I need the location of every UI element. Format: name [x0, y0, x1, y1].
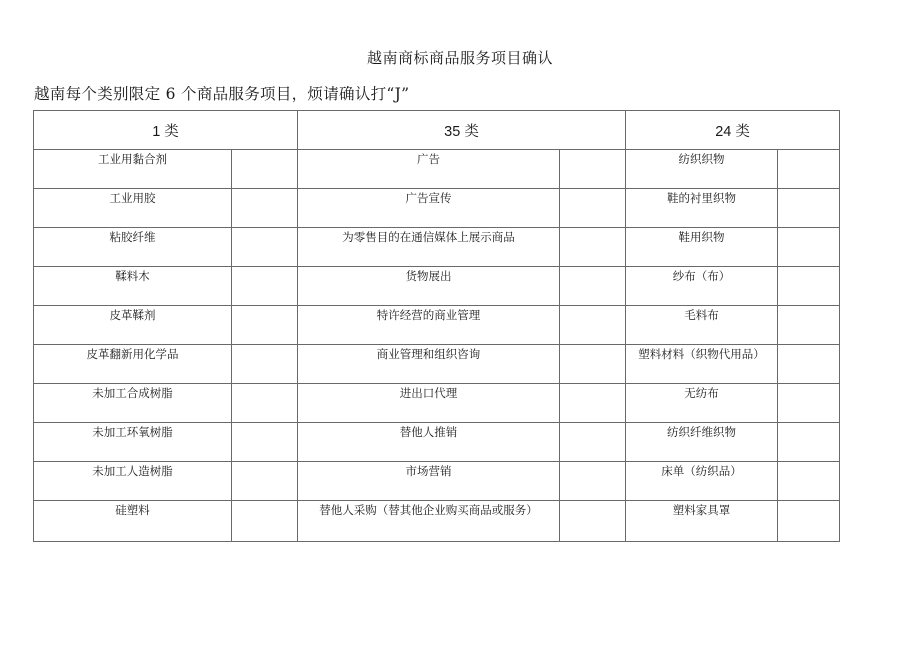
confirm-checkbox-cell[interactable] — [232, 345, 298, 384]
table-header-row — [34, 111, 840, 150]
class-1-item: 未加工环氧树脂 — [34, 423, 232, 462]
class-24-item: 塑料材料（织物代用品） — [626, 345, 778, 384]
confirm-checkbox-cell[interactable] — [778, 384, 840, 423]
class-24-item: 毛料布 — [626, 306, 778, 345]
confirm-checkbox-cell[interactable] — [778, 462, 840, 501]
confirm-checkbox-cell[interactable] — [560, 306, 626, 345]
class-35-item: 进出口代理 — [298, 384, 560, 423]
confirm-checkbox-cell[interactable] — [778, 228, 840, 267]
confirm-checkbox-cell[interactable] — [232, 501, 298, 542]
class-35-item: 货物展出 — [298, 267, 560, 306]
confirm-checkbox-cell[interactable] — [232, 267, 298, 306]
class-24-header: 24 类 — [626, 111, 840, 150]
class-1-item: 皮革翻新用化学品 — [34, 345, 232, 384]
table-row — [34, 423, 840, 462]
class-1-item: 工业用胶 — [34, 189, 232, 228]
confirm-checkbox-cell[interactable] — [560, 462, 626, 501]
class-24-item: 纱布（布） — [626, 267, 778, 306]
confirm-checkbox-cell[interactable] — [778, 345, 840, 384]
class-24-item: 纺织织物 — [626, 150, 778, 189]
table-row — [34, 345, 840, 384]
class-1-item: 粘胶纤维 — [34, 228, 232, 267]
table-row — [34, 462, 840, 501]
table-row — [34, 501, 840, 542]
table-row — [34, 189, 840, 228]
class-24-item: 鞋用织物 — [626, 228, 778, 267]
class-1-item: 皮革鞣剂 — [34, 306, 232, 345]
confirm-checkbox-cell[interactable] — [560, 267, 626, 306]
class-35-item: 商业管理和组织咨询 — [298, 345, 560, 384]
instruction-text: 越南每个类别限定 6 个商品服务项目，烦请确认打“J” — [34, 85, 410, 103]
confirm-checkbox-cell[interactable] — [560, 228, 626, 267]
confirm-checkbox-cell[interactable] — [232, 384, 298, 423]
class-35-item: 广告宣传 — [298, 189, 560, 228]
confirm-checkbox-cell[interactable] — [232, 150, 298, 189]
table-row — [34, 306, 840, 345]
class-35-header: 35 类 — [298, 111, 626, 150]
confirm-checkbox-cell[interactable] — [778, 423, 840, 462]
class-35-item: 广告 — [298, 150, 560, 189]
class-1-header: 1 类 — [34, 111, 298, 150]
class-1-item: 硅塑料 — [34, 501, 232, 542]
confirm-checkbox-cell[interactable] — [232, 189, 298, 228]
document-title: 越南商标商品服务项目确认 — [366, 49, 553, 67]
class-35-item: 替他人推销 — [298, 423, 560, 462]
confirm-checkbox-cell[interactable] — [560, 150, 626, 189]
class-24-item: 无纺布 — [626, 384, 778, 423]
table-row — [34, 150, 840, 189]
class-35-item: 为零售目的在通信媒体上展示商品 — [298, 228, 560, 267]
class-24-item: 塑料家具罩 — [626, 501, 778, 542]
table-row — [34, 384, 840, 423]
confirm-checkbox-cell[interactable] — [778, 306, 840, 345]
goods-services-table — [33, 110, 840, 542]
class-24-item: 鞋的衬里织物 — [626, 189, 778, 228]
class-35-item: 特许经营的商业管理 — [298, 306, 560, 345]
class-1-item: 未加工人造树脂 — [34, 462, 232, 501]
confirm-checkbox-cell[interactable] — [778, 150, 840, 189]
class-1-item: 未加工合成树脂 — [34, 384, 232, 423]
class-35-item: 市场营销 — [298, 462, 560, 501]
confirm-checkbox-cell[interactable] — [232, 228, 298, 267]
confirm-checkbox-cell[interactable] — [778, 501, 840, 542]
confirm-checkbox-cell[interactable] — [232, 423, 298, 462]
class-1-item: 工业用黏合剂 — [34, 150, 232, 189]
class-24-item: 纺织纤维织物 — [626, 423, 778, 462]
class-24-item: 床单（纺织品） — [626, 462, 778, 501]
confirm-checkbox-cell[interactable] — [232, 306, 298, 345]
confirm-checkbox-cell[interactable] — [560, 189, 626, 228]
table-row — [34, 228, 840, 267]
confirm-checkbox-cell[interactable] — [778, 189, 840, 228]
class-1-item: 鞣料木 — [34, 267, 232, 306]
confirm-checkbox-cell[interactable] — [778, 267, 840, 306]
table-row — [34, 267, 840, 306]
confirm-checkbox-cell[interactable] — [560, 384, 626, 423]
class-35-item: 替他人采购（替其他企业购买商品或服务） — [298, 501, 560, 542]
confirm-checkbox-cell[interactable] — [232, 462, 298, 501]
confirm-checkbox-cell[interactable] — [560, 423, 626, 462]
confirm-checkbox-cell[interactable] — [560, 501, 626, 542]
confirm-checkbox-cell[interactable] — [560, 345, 626, 384]
